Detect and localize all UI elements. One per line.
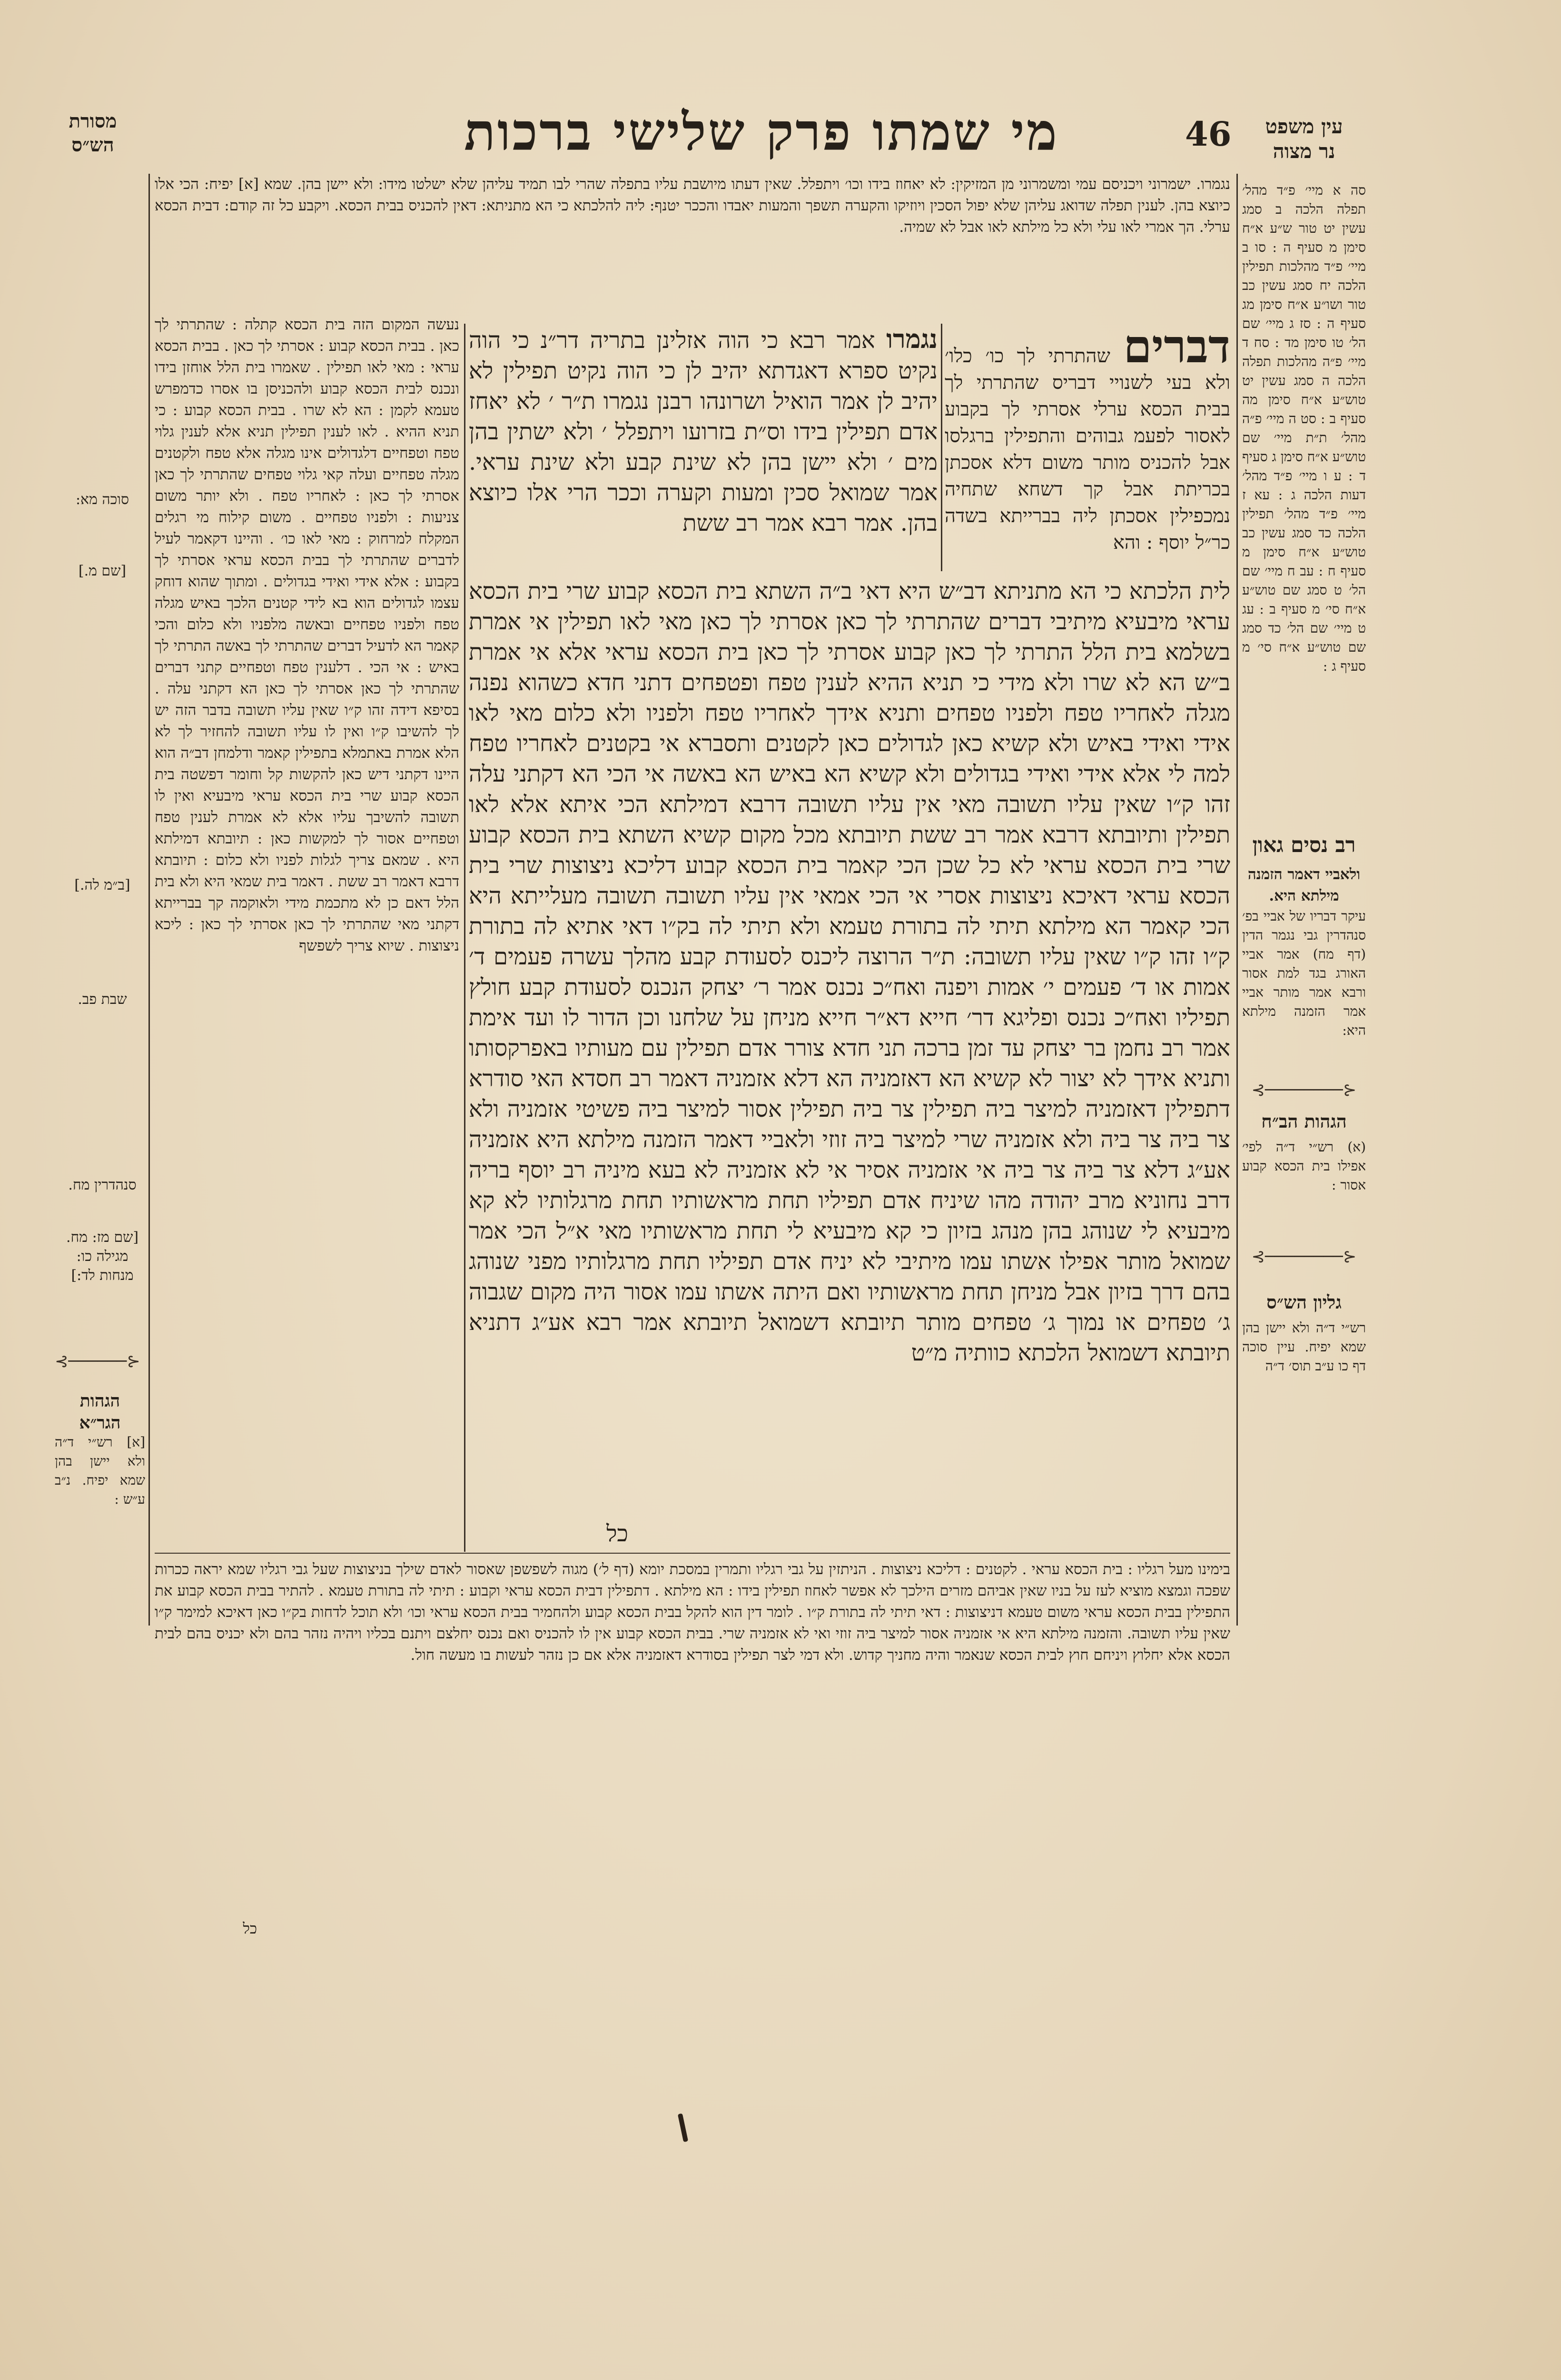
page-title: מי שמתו פרק שלישי ברכות (464, 102, 1059, 162)
gilyon-hashas-title: גליון הש״ס (1266, 1291, 1342, 1313)
gilyon-hashas-text: רש״י ד״ה ולא יישן בהן שמא יפיח. עיין סוכה דף כו ע״ב תוס׳ ד״ה (1242, 1320, 1366, 1374)
gemara-catchword: כל (606, 1520, 628, 1547)
page-number: 46 (1185, 114, 1232, 154)
rashi-commentary-bottom: בימינו מעל רגליו : בית הכסא עראי . לקטנים : דליכא ניצוצות . הניתזין על גבי רגליו ותמרין במסכת יומא (דף ל׳) מגוה לשפשפן שאסור לאדם שילך בניצוצות שעל גבי רגליו שמא יראה ככרות שפכה וגמצא מוציא לעז על בניו שאין אביהם מזרים הילכך לא אפשר לאחוז תפילין בידו : הא מילתא . דתפילין דבית הכסא עראי וקבוע : תיתי לה בתורת טעמא . להתיר בבית הכסא קבוע את התפילין בבית הכסא עראי משום טעמא דניצוצות : דאי תיתי לה בתורת ק״ו . לומר דין הוא להקל בבית הכסא קבוע ולהחמיר בבית הכסא עראי וכו׳ ולא תוכל לדחות בק״ו כאן דאיכא למימר ק״ו שאין עליו תשובה. והזמנה מילתא היא אי אזמניה אסור למיצר ביה זוזי ואי לא אזמניה שרי. בבית הכסא קבוע אין לו להכניס ואם נכנס יחלצם ויתנם בכליו ויהיה נזהר בהם ולא יכניס בהם לבית הכסא אלא יחלוץ ויניחם חוץ לבית הכסא שנאמר והיה מחניך קדוש. ולא דמי לצר תפילין בסודרא דאזמניה אלא אם כן נזהר לעשות בו מעשה חול. (155, 1561, 1230, 1664)
margin-divider-right (1236, 174, 1238, 1626)
section-separator: ⊰────────⊱ (1251, 1081, 1357, 1100)
masoret-ref: שבת פב. (78, 991, 127, 1008)
column-divider-right (941, 324, 942, 571)
rabbeinu-nissim-title: רב נסים גאון (1252, 833, 1356, 857)
hagahot-hagra-text: [א] רש״י ד״ה ולא יישן בהן שמא יפיח. נ״ב ע״ש : (55, 1434, 145, 1507)
hagahot-habach-title: הגהות הב״ח (1261, 1111, 1347, 1132)
tosafot-right-column (945, 324, 1230, 571)
rabbeinu-nissim-subtitle: ולאביי דאמר הזמנה מילתא היא. (1247, 866, 1361, 904)
masoret-ref: [ב״מ לה.] (74, 877, 130, 893)
gemara-opening-column (469, 324, 938, 571)
hagahot-habach-text: (א) רש״י ד״ה לפי׳ אפילו בית הכסא קבוע אסור : (1242, 1139, 1366, 1193)
masoret-ref: [שם מ.] (78, 563, 127, 579)
gemara-main-text: לית הלכתא כי הא מתניתא דב״ש היא דאי ב״ה השתא בית הכסא קבוע שרי בית הכסא עראי מיבעיא מיתיבי דברים שהתרתי לך כאן אסרתי לך כאן מאי לאו תפילין אי אמרת בשלמא בית הלל התרתי לך כאן קבוע אסרתי לך כאן בית הכסא עראי אלא אי אמרת ב״ש הא לא שרו ולא מידי כי תניא ההיא לענין טפח ופטפחים דתני חדא כשהוא נפנה מגלה לאחריו טפח ולפניו טפחים ותניא אידך לאחריו טפח ולפניו ולא כלום מאי לאו אידי ואידי באיש ולא קשיא כאן לגדולים כאן לקטנים ותסברא אי בקטנים לאחריו טפח למה לי אלא אידי ואידי בגדולים ולא קשיא הא באיש הא באשה אי הכי הא דקתני עלה זהו ק״ו שאין עליו תשובה מאי אין עליו תשובה דרבא דמילתא הכי איתא אלא לאו תפילין ותיובתא דרבא אמר רב ששת תיובתא מכל מקום קשיא השתא בית הכסא קבוע שרי בית הכסא עראי לא כל שכן הכי קאמר בית הכסא קבוע דליכא ניצוצות שרי בית הכסא עראי דאיכא ניצוצות אסרי אי הכי אמאי אין עליו תשובה תשובה מעלייתא היא הכי קאמר הא מילתא תיתי לה בתורת טעמא ולא תיתי לה בק״ו דאי אתיא לה בתורת ק״ו זהו ק״ו שאין עליו תשובה: ת״ר הרוצה ליכנס לסעודת קבע מהלך עשרה פעמים ד׳ אמות או ד׳ פעמים י׳ אמות ויפנה ואח״כ נכנס אמר ר׳ יצחק הנכנס לסעודת קבע חולץ תפיליו ואח״כ נכנס ופליגא דר׳ חייא דא״ר חייא מניחן על שלחנו וכן הדור לו ועד אימת אמר רב נחמן בר יצחק עד זמן ברכה תני חדא צורר אדם תפילין עם מעותיו באפרקסותו ותניא אידך לא יצור לא קשיא הא דאזמניה הא דלא אזמניה דאמר רב חסדא האי סודרא דתפילין דאזמניה למיצר ביה תפילין צר ביה תפילין אסור למיצר ביה פשיטי אזמניה ולא צר ביה צר ביה ולא אזמניה שרי למיצר ביה זוזי ולאביי דאמר הזמנה מילתא היא אזמניה אע״ג דלא צר ביה צר ביה אי אזמניה אסיר אי לא אזמניה לא בעא מיניה רב יוסף בריה דרב נחוניא מרב יהודה מהו שיניח אדם תפיליו תחת מראשותיו תחת מרגלותיו לא קא מיבעיא לי שנוהג בהן מנהג בזיון כי קא מיבעיא לי תחת מראשותיו מאי א״ל הכי אמר שמואל מותר אפילו אשתו עמו מיתיבי לא יניח אדם תפיליו תחת מרגלותיו מפני שנוהג בהם דרך בזיון אבל מניחן תחת מראשותיו ואם היתה אשתו עמו אסור היה מקום שגבוה ג׳ טפחים או נמוך ג׳ טפחים מותר תיובתא דשמואל תיובתא אמר רבא אע״ג דתניא תיובתא דשמואל הלכתא כוותיה מ״ט (469, 578, 1230, 1366)
rabbeinu-nissim-text: עיקר דבריו של אביי בפ׳ סנהדרין גבי נגמר הדין (דף מח) אמר אביי האורג בגד למת אסור ורבא אמר מותר אביי אמר הזמנה מילתא היא: (1242, 908, 1366, 1038)
rashi-commentary-top: נגמרו. ישמרוני ויכניסם עמי ומשמרוני מן המזיקין: לא יאחוז בידו וכו׳ ויתפלל. שאין דעתו מיושבת עליו בתפלה שהרי לבו תמיד עליהן שלא ישלטו מידו: ולא יישן בהן. שמא [א] יפיח: הכי אלו כיוצא בהן. לענין תפלה שדואג עליהן שלא יפול הסכין ויוזיקו והקערה תשפך והמעות יאבדו והככר יטנף: ליה להלכתא כי הא מתניתא: דאין להכניס בבית הכסא. ויקבע כל זה קודם: דבית הכסא ערלי. הך אמרי לאו עלי ולא כל מילתא לאו אבל לא שמיה. (155, 176, 1230, 236)
masoret-ref: סוכה מא: (75, 491, 129, 508)
tosafot-opening-word: דברים (1123, 324, 1230, 373)
rashi-bottom-catchword: כל (243, 1920, 257, 1937)
masoret-hashas-heading: מסורת הש״ס (69, 110, 117, 156)
section-separator-2: ⊰────────⊱ (1251, 1247, 1357, 1266)
gemara-opening-text: אמר רבא כי הוה אזלינן בתריה דר״נ כי הוה נקיט ספרא דאגדתא יהיב לן כי הוה נקיט תפילין לא יהיב לן אמר הואיל ושרונהו רבנן נגמרו ת״ר ׳ לא יאחז אדם תפילין בידו וס״ת בזרועו ויתפלל ׳ ולא ישתין בהן מים ׳ ולא יישן בהן לא שינת קבע ולא שינת עראי. אמר שמואל סכין ומעות וקערה וככר הרי אלו כיוצא בהן. אמר רבא אמר רב ששת (469, 327, 938, 536)
hagahot-hagra-title: הגהות הגר״א (79, 1391, 121, 1433)
bottom-band-rule (155, 1553, 1230, 1554)
gemara-opening-word: נגמרו (886, 324, 938, 354)
masoret-ref: [שם מז: מח. מגילה כו: מנחות לד:] (66, 1229, 139, 1284)
section-separator-3: ⊰──────⊱ (55, 1352, 140, 1371)
masoret-ref: סנהדרין מח. (68, 1177, 137, 1193)
margin-divider-left (148, 174, 150, 1626)
tosafot-right-text: שהתרתי לך כו׳ כלו׳ ולא בעי לשנויי דבריס שהתרתי לך בבית הכסא ערלי אסרתי לך בקבוע לאסור לפעמ גבוהים והתפילין ברגלסו אבל להכניס מותר משום דלא אסכתן בכריתת אבל קך דשחא שתחיה נמכפילין אסכתן ליה בברייתא בשדה כר״ל יוסף : והא (945, 345, 1230, 554)
ein-mishpat-text: סה א מיי׳ פ״ד מהל׳ תפלה הלכה ב סמג עשין יט טור ש״ע א״ח סימן מ סעיף ה : סו ב מיי׳ פ״ד מהלכות תפילין הלכה יח סמג עשין כב טור ושו״ע א״ח סימן מג סעיף ה : סז ג מיי׳ שם הל׳ טו סימן מד : סח ד מיי׳ פ״ה מהלכות תפלה הלכה ה סמג עשין יט טוש״ע א״ח סימן מה סעיף ב : סט ה מיי׳ פ״ה מהל׳ ת״ת מיי׳ שם טוש״ע א״ח סימן ג סעיף ד : ע ו מיי׳ פ״ד מהל׳ דעות הלכה ג : עא ז מיי׳ פ״ד מהל׳ תפילין הלכה כד סמג עשין כב טוש״ע א״ח סימן מ סעיף ח : עב ח מיי׳ שם הל׳ ט סמג שם טוש״ע א״ח סי׳ מ סעיף ב : עג ט מיי׳ שם הל׳ כד סמג שם טוש״ע א״ח סי׳ מ סעיף ג : (1242, 182, 1366, 674)
tosafot-left-column: נעשה המקום הזה בית הכסא קתלה : שהתרתי לך כאן . בבית הכסא קבוע : אסרתי לך כאן . בבית הכסא עראי : מאי לאו תפילין . שאמרו בית הלל אוחזן בידו ונכנס לבית הכסא קבוע ולהכניסן בו אסרו כדמפרש טעמא לקמן : הא לא שרו . בבית הכסא קבוע : כי תניא ההיא . לאו לענין תפילין תניא אלא לענין גלוי טפח וטפחיים דלגדולים אינו מגלה אלא טפח ולקטנים מגלה טפחיים ועלה קאי גלוי טפחים שהתרתי לך כאן אסרתי לך כאן : לאחריו טפח . ולא יותר משום צניעות : ולפניו טפחיים . משום קילוח מי רגלים המקלח למרחוק : מאי לאו כו׳ . והיינו דקאמר לעיל לדברים שהתרתי לך בבית הכסא עראי אסרתי לך בקבוע : אלא אידי ואידי בגדולים . ומתוך שהוא דוחק עצמו לגדולים הוא בא לידי קטנים הלכך באיש מגלה טפח ולפניו טפחיים ובאשה מלפניו ולא כלום והכי קאמר הא לדעיל דברים שהתרתי לך באשה התרתי לך באיש : אי הכי . דלענין טפח וטפחיים קתני דברים שהתרתי לך כאן אסרתי לך כאן הא דקתני עלה . בסיפא דידה זהו ק״ו שאין עליו תשובה בדבר הזה יש לך להשיבו ק״ו ואין לו עליו תשובה להחזיר לך לא הלא אמרת באתמלא בתפילין קאמר ודלמחן דב״ה הוא היינו דקתני דיש כאן להקשות קל וחומר דפשטה בית הכסא קבוע שרי בית הכסא עראי מיבעיא ואין לו תשובה להשיבך עליו אלא לא אמרת לענין טפח וטפחיים אסור לך למקשות כאן : תיובתא דמילתא היא . שמאם צריך לגלות לפניו ולא כלום : תיובתא דרבא דאמר רב ששת . דאמר בית שמאי היא ולא בית הלל דאם כן לא מתכמת מידי ולאוקמה קך בברייתא דקתני מאי שהתרתי לך כאן אסרתי לך כאן : ליכא ניצוצות . שיוא צריך לשפשף (155, 316, 459, 954)
ein-mishpat-heading: עין משפט נר מצוה (1265, 115, 1343, 163)
ink-mark (678, 2113, 688, 2142)
column-divider-left (464, 324, 465, 1552)
